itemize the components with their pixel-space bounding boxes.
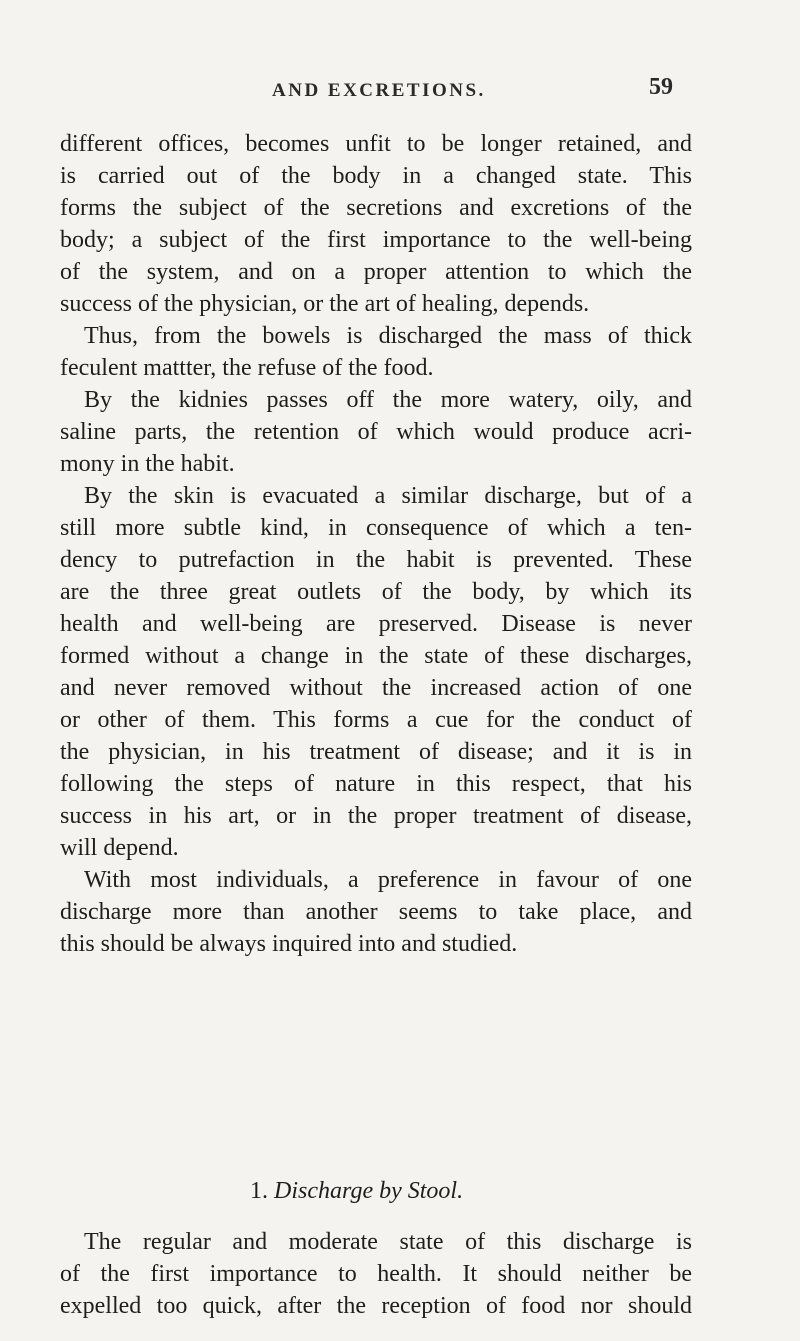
text-line: By the kidnies passes off the more watery, oily, and xyxy=(84,387,692,413)
text-line: saline parts, the retention of which would produce acri- xyxy=(60,419,692,445)
text-line: mony in the habit. xyxy=(60,451,235,477)
text-line: will depend. xyxy=(60,835,179,861)
text-line: forms the subject of the secretions and excretions of the xyxy=(60,195,692,221)
section-title: Discharge by Stool. xyxy=(274,1178,464,1204)
section-heading xyxy=(250,1175,463,1207)
text-line: body; a subject of the first importance to the well-being xyxy=(60,227,692,253)
text-line: expelled too quick, after the reception of food nor should xyxy=(60,1293,692,1319)
text-line: success in his art, or in the proper treatment of disease, xyxy=(60,803,692,829)
text-line: different offices, becomes unfit to be longer retained, and xyxy=(60,131,692,157)
text-line: success of the physician, or the art of healing, depends. xyxy=(60,291,590,317)
text-line: formed without a change in the state of these discharges, xyxy=(60,643,692,669)
text-line: By the skin is evacuated a similar discharge, but of a xyxy=(84,483,692,509)
text-line: this should be always inquired into and studied. xyxy=(60,931,518,957)
section-number: 1. xyxy=(250,1178,268,1204)
text-line: feculent mattter, the refuse of the food. xyxy=(60,355,434,381)
page-number: 59 xyxy=(649,74,673,100)
running-head: AND EXCRETIONS. xyxy=(272,80,486,101)
text-line: and never removed without the increased action of one xyxy=(60,675,692,701)
text-line: health and well-being are preserved. Disease is never xyxy=(60,611,692,637)
body-text xyxy=(60,128,692,960)
section-text xyxy=(60,1226,692,1322)
text-line: dency to putrefaction in the habit is prevented. These xyxy=(60,547,692,573)
text-line: The regular and moderate state of this discharge is xyxy=(84,1229,692,1255)
text-line: of the system, and on a proper attention to which the xyxy=(60,259,692,285)
text-line: of the first importance to health. It should neither be xyxy=(60,1261,692,1287)
text-line: still more subtle kind, in consequence of which a ten- xyxy=(60,515,692,541)
text-line: is carried out of the body in a changed state. This xyxy=(60,163,692,189)
text-line: or other of them. This forms a cue for the conduct of xyxy=(60,707,692,733)
text-line: are the three great outlets of the body, by which its xyxy=(60,579,692,605)
text-line: Thus, from the bowels is discharged the mass of thick xyxy=(84,323,692,349)
text-line: With most individuals, a preference in favour of one xyxy=(84,867,692,893)
text-line: discharge more than another seems to take place, and xyxy=(60,899,692,925)
text-line: the physician, in his treatment of disease; and it is in xyxy=(60,739,692,765)
text-line: following the steps of nature in this respect, that his xyxy=(60,771,692,797)
